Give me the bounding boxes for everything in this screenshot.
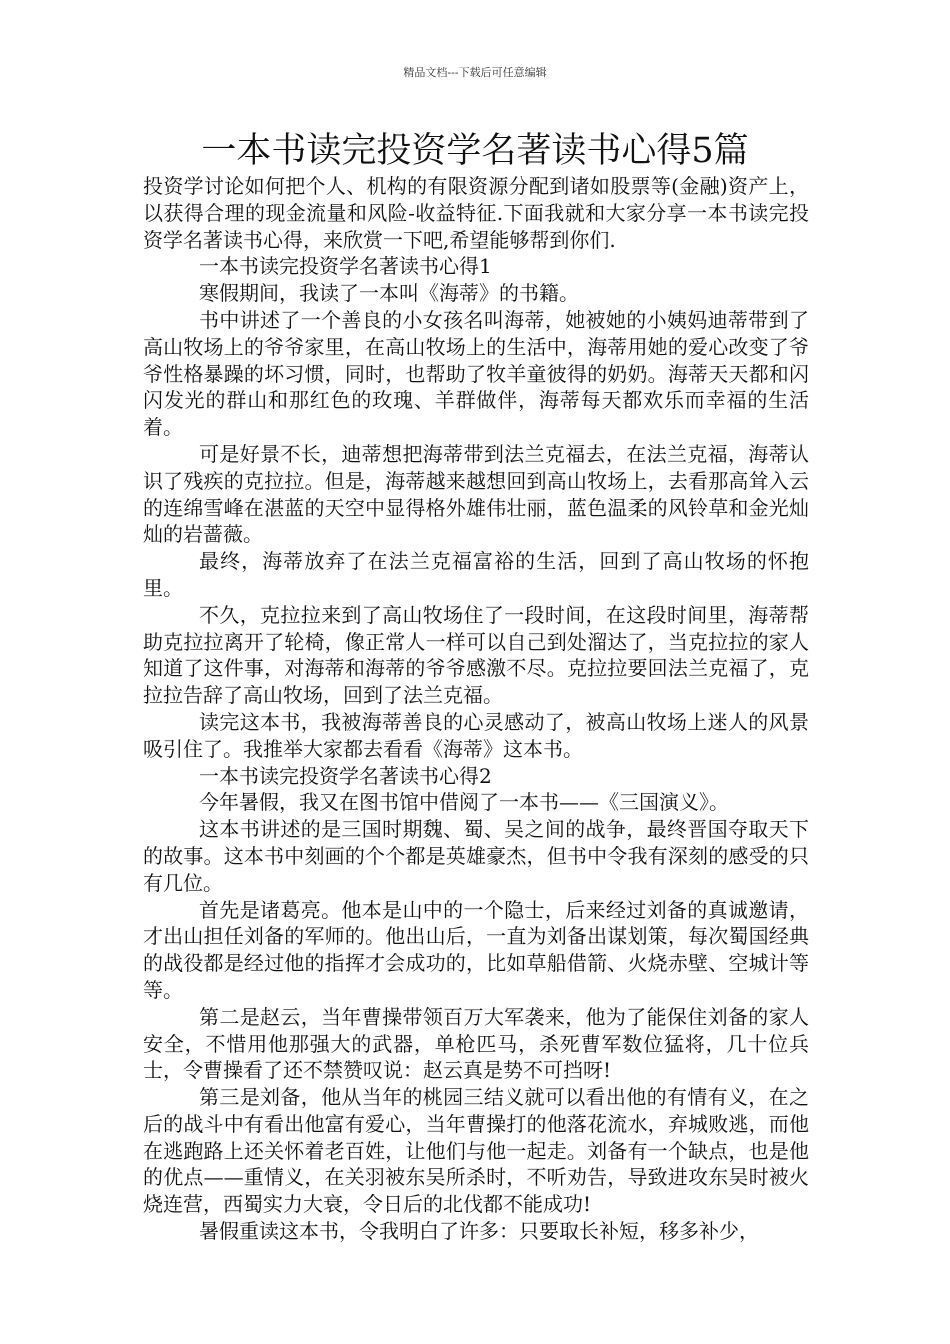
paragraph: 暑假重读这本书，令我明白了许多：只要取长补短，移多补少， [199, 1219, 759, 1244]
paragraph: 寒假期间，我读了一本叫《海蒂》的书籍。 [199, 281, 579, 306]
document-title: 一本书读完投资学名著读书心得5篇 [201, 131, 749, 171]
paragraph: 书中讲述了一个善良的小女孩名叫海蒂，她被她的小姨妈迪蒂带到了高山牧场上的爷爷家里，在高山牧场上的生活中，海蒂用她的爱心改变了爷爷性格暴躁的坏习惯，同时，也帮助了牧羊童彼得的奶奶。海蒂天天都和闪闪发光的群山和那红色的玫瑰、羊群做伴，海蒂每天都欢乐而幸福的生活着。 [143, 307, 809, 440]
paragraph: 最终，海蒂放弃了在法兰克福富裕的生活，回到了高山牧场的怀抱里。 [143, 549, 809, 600]
paragraph: 读完这本书，我被海蒂善良的心灵感动了，被高山牧场上迷人的风景吸引住了。我推举大家都去看看《海蒂》这本书。 [143, 709, 809, 761]
paragraph: 这本书讲述的是三国时期魏、蜀、吴之间的战争，最终晋国夺取天下的故事。这本书中刻画的个个都是英雄豪杰，但书中令我有深刻的感受的只有几位。 [143, 817, 809, 895]
paragraph: 一本书读完投资学名著读书心得1 [199, 254, 492, 279]
paragraph: 投资学讨论如何把个人、机构的有限资源分配到诸如股票等(金融)资产上，以获得合理的现金流量和风险-收益特征.下面我就和大家分享一本书读完投资学名著读书心得，来欣赏一下吧,希望能够帮到你们. [143, 174, 809, 252]
paragraph: 第三是刘备，他从当年的桃园三结义就可以看出他的有情有义，在之后的战斗中有看出他富有爱心，当年曹操打的他落花流水，弃城败逃，而他在逃跑路上还关怀着老百姓，让他们与他一起走。刘备有一个缺点，也是他的优点——重情义，在关羽被东吴所杀时，不听劝告，导致进攻东吴时被火烧连营，西蜀实力大衰，令日后的北伐都不能成功! [143, 1085, 809, 1217]
paragraph: 不久，克拉拉来到了高山牧场住了一段时间，在这段时间里，海蒂帮助克拉拉离开了轮椅，像正常人一样可以自己到处溜达了，当克拉拉的家人知道了这件事，对海蒂和海蒂的爷爷感激不尽。克拉拉要回法兰克福了，克拉拉告辞了高山牧场，回到了法兰克福。 [143, 602, 809, 708]
paragraph: 一本书读完投资学名著读书心得2 [199, 763, 492, 788]
page-header: 精品文档---下载后可任意编辑 [403, 66, 547, 79]
paragraph: 第二是赵云，当年曹操带领百万大军袭来，他为了能保住刘备的家人安全，不惜用他那强大的武器，单枪匹马，杀死曹军数位猛将，几十位兵士，令曹操看了还不禁赞叹说：赵云真是势不可挡呀! [143, 1004, 809, 1083]
paragraph: 今年暑假，我又在图书馆中借阅了一本书——《三国演义》。 [199, 790, 729, 815]
paragraph: 首先是诸葛亮。他本是山中的一个隐士，后来经过刘备的真诚邀请，才出山担任刘备的军师的。他出山后，一直为刘备出谋划策，每次蜀国经典的战役都是经过他的指挥才会成功的，比如草船借箭、火烧赤壁、空城计等等。 [143, 897, 809, 1002]
document-body [143, 173, 809, 1245]
paragraph: 可是好景不长，迪蒂想把海蒂带到法兰克福去，在法兰克福，海蒂认识了残疾的克拉拉。但是，海蒂越来越想回到高山牧场上，去看那高耸入云的连绵雪峰在湛蓝的天空中显得格外雄伟壮丽，蓝色温柔的风铃草和金光灿灿的岩蔷薇。 [143, 441, 809, 547]
